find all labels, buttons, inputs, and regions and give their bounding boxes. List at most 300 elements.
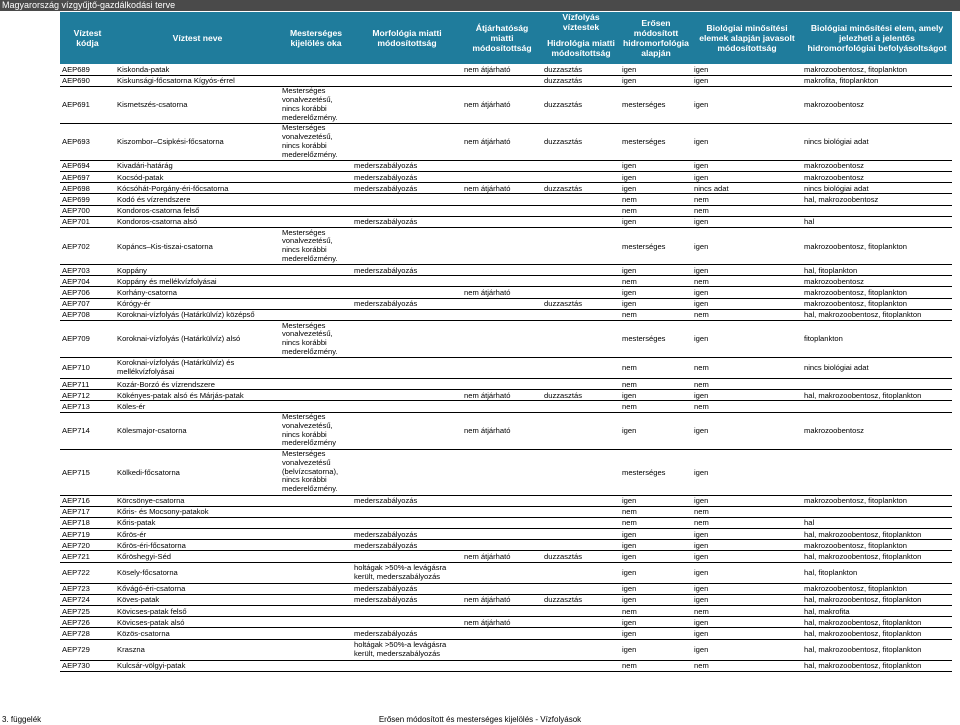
table-cell: igen [620, 529, 692, 540]
table-cell: AEP719 [60, 529, 115, 540]
table-cell [352, 194, 462, 205]
table-row [60, 228, 952, 265]
table-cell [352, 390, 462, 401]
table-cell [542, 517, 620, 528]
table-cell [542, 606, 620, 617]
table-cell: igen [692, 320, 802, 357]
table-cell: mesterséges [620, 123, 692, 160]
table-cell [280, 594, 352, 605]
table-cell: igen [620, 594, 692, 605]
table-cell: AEP726 [60, 617, 115, 628]
table-cell [352, 123, 462, 160]
table-cell: igen [692, 639, 802, 660]
table-cell: duzzasztás [542, 390, 620, 401]
table-row [60, 517, 952, 528]
table-cell: AEP724 [60, 594, 115, 605]
table-cell [462, 660, 542, 671]
column-header: Víztest kódja [60, 12, 115, 64]
table-cell [280, 287, 352, 298]
table-cell: duzzasztás [542, 298, 620, 309]
table-cell: AEP715 [60, 449, 115, 495]
table-cell [352, 378, 462, 389]
table-cell: Mesterséges vonalvezetésű, nincs korábbi mederelőzmény. [280, 228, 352, 265]
table-cell: makrozoobentosz, fitoplankton [802, 287, 952, 298]
table-cell: AEP723 [60, 583, 115, 594]
table-cell [542, 276, 620, 287]
table-cell: AEP730 [60, 660, 115, 671]
table-cell: nem [620, 194, 692, 205]
table-cell [462, 216, 542, 227]
table-cell: Kócsóhát-Porgány-éri-főcsatorna [115, 183, 280, 194]
table-cell: Mesterséges vonalvezetésű, nincs korábbi mederelőzmény. [280, 320, 352, 357]
table-cell [280, 551, 352, 562]
table-cell [542, 628, 620, 639]
table-cell: Körcsönye-csatorna [115, 495, 280, 506]
table-cell: mesterséges [620, 449, 692, 495]
table-cell: AEP714 [60, 412, 115, 449]
table-row [60, 75, 952, 86]
table-cell: mederszabályozás [352, 540, 462, 551]
table-cell: duzzasztás [542, 551, 620, 562]
table-cell: nincs biológiai adat [802, 183, 952, 194]
table-cell: hal, fitoplankton [802, 562, 952, 583]
table-cell: Koroknai-vízfolyás (Határkülvíz) és mellékvízfolyásai [115, 357, 280, 378]
table-cell: Köles-ér [115, 401, 280, 412]
table-cell: Mesterséges vonalvezetésű, nincs korábbi mederelőzmény. [280, 86, 352, 123]
table-cell [280, 216, 352, 227]
table-cell: igen [692, 540, 802, 551]
table-row [60, 265, 952, 276]
table-row [60, 216, 952, 227]
table-cell: AEP710 [60, 357, 115, 378]
table-cell: igen [692, 562, 802, 583]
table-cell: AEP706 [60, 287, 115, 298]
table-cell: mesterséges [620, 228, 692, 265]
table-cell: AEP728 [60, 628, 115, 639]
table-cell [802, 205, 952, 216]
table-cell: mederszabályozás [352, 172, 462, 183]
table-cell [462, 205, 542, 216]
table-cell: nem átjárható [462, 412, 542, 449]
table-cell: nem [692, 517, 802, 528]
table-cell: Kiszombor–Csipkési-főcsatorna [115, 123, 280, 160]
table-cell: hal, makrozoobentosz, fitoplankton [802, 309, 952, 320]
table-row [60, 617, 952, 628]
table-cell: igen [692, 228, 802, 265]
footer-left: 3. függelék [2, 715, 42, 724]
table-cell: nem [620, 378, 692, 389]
table-cell: hal [802, 517, 952, 528]
column-header: Biológiai minősítési elemek alapján javasolt módosítottság [692, 12, 802, 64]
table-cell: makrozoobentosz [802, 160, 952, 171]
table-cell: hal, makrozoobentosz, fitoplankton [802, 628, 952, 639]
table-cell: igen [692, 628, 802, 639]
table-cell: Kőrös-éri-főcsatorna [115, 540, 280, 551]
table-cell [542, 412, 620, 449]
table-row [60, 401, 952, 412]
table-cell: makrozoobentosz, fitoplankton [802, 64, 952, 75]
table-cell [352, 320, 462, 357]
table-cell: fitoplankton [802, 320, 952, 357]
table-body [60, 64, 952, 671]
table-cell: igen [620, 628, 692, 639]
table-cell: mesterséges [620, 320, 692, 357]
table-cell [280, 160, 352, 171]
table-cell: AEP697 [60, 172, 115, 183]
table-cell: AEP712 [60, 390, 115, 401]
table-cell: AEP700 [60, 205, 115, 216]
table-cell: mederszabályozás [352, 583, 462, 594]
table-cell: nincs biológiai adat [802, 123, 952, 160]
table-cell [462, 160, 542, 171]
table-cell [462, 378, 542, 389]
table-cell: AEP725 [60, 606, 115, 617]
table-cell: igen [620, 160, 692, 171]
table-cell: igen [692, 75, 802, 86]
table-cell: makrozoobentosz, fitoplankton [802, 298, 952, 309]
table-cell: AEP703 [60, 265, 115, 276]
table-cell: AEP708 [60, 309, 115, 320]
table-cell: AEP707 [60, 298, 115, 309]
table-cell [542, 639, 620, 660]
table-cell: mesterséges [620, 86, 692, 123]
table-cell [462, 401, 542, 412]
table-cell: duzzasztás [542, 123, 620, 160]
table-cell: mederszabályozás [352, 265, 462, 276]
table-cell: AEP699 [60, 194, 115, 205]
table-cell: duzzasztás [542, 64, 620, 75]
table-cell: hal [802, 216, 952, 227]
table-cell: Kiskunsági-főcsatorna Kígyós-érrel [115, 75, 280, 86]
table-cell: Kiskonda-patak [115, 64, 280, 75]
table-cell: AEP711 [60, 378, 115, 389]
table-row [60, 320, 952, 357]
table-cell: Kraszna [115, 639, 280, 660]
table-cell: Kövicses-patak felső [115, 606, 280, 617]
table-cell [352, 228, 462, 265]
table-cell: igen [620, 551, 692, 562]
table-row [60, 86, 952, 123]
table-cell: nem [620, 309, 692, 320]
table-cell [542, 495, 620, 506]
table-cell: Kocsód-patak [115, 172, 280, 183]
table-cell [542, 583, 620, 594]
table-cell: igen [620, 562, 692, 583]
table-cell: nem [692, 606, 802, 617]
table-cell [280, 606, 352, 617]
table-cell [462, 75, 542, 86]
column-header: Erősen módosított hidromorfológia alapján [620, 12, 692, 64]
table-row [60, 378, 952, 389]
table-cell: mederszabályozás [352, 298, 462, 309]
table-cell: Kórógy-ér [115, 298, 280, 309]
table-cell: nem [620, 205, 692, 216]
table-cell: nincs adat [692, 183, 802, 194]
table-cell [352, 551, 462, 562]
table-cell: Kozár-Borzó és vízrendszere [115, 378, 280, 389]
table-row [60, 183, 952, 194]
table-cell: nem átjárható [462, 64, 542, 75]
table-cell [462, 194, 542, 205]
table-cell: duzzasztás [542, 75, 620, 86]
table-cell [352, 357, 462, 378]
table-cell [280, 205, 352, 216]
table-cell: igen [692, 216, 802, 227]
table-cell [280, 495, 352, 506]
table-cell: igen [620, 617, 692, 628]
document-title: Magyarország vízgyűjtő-gazdálkodási terve [2, 0, 176, 10]
table-cell: AEP693 [60, 123, 115, 160]
table-cell: makrozoobentosz [802, 276, 952, 287]
table-row [60, 449, 952, 495]
table-cell: duzzasztás [542, 183, 620, 194]
table-cell: nem [692, 378, 802, 389]
table-cell: mederszabályozás [352, 594, 462, 605]
table-cell [542, 160, 620, 171]
table-row [60, 205, 952, 216]
table-cell [352, 606, 462, 617]
table-cell [352, 412, 462, 449]
table-cell: makrozoobentosz [802, 172, 952, 183]
table-cell: AEP729 [60, 639, 115, 660]
table-cell [462, 628, 542, 639]
table-cell: AEP690 [60, 75, 115, 86]
table-cell [542, 287, 620, 298]
table-cell: nem [692, 309, 802, 320]
table-cell: igen [692, 86, 802, 123]
table-cell: duzzasztás [542, 594, 620, 605]
table-cell: hal, makrozoobentosz, fitoplankton [802, 390, 952, 401]
table-cell [352, 401, 462, 412]
table-cell: hal, makrofita [802, 606, 952, 617]
table-cell [802, 378, 952, 389]
table-row [60, 506, 952, 517]
table-cell [352, 506, 462, 517]
table-cell: nem [620, 276, 692, 287]
table-row [60, 64, 952, 75]
table-cell [802, 506, 952, 517]
table-cell [542, 265, 620, 276]
table-cell [542, 228, 620, 265]
table-cell: Mesterséges vonalvezetésű, nincs korábbi mederelőzmény. [280, 123, 352, 160]
table-row [60, 583, 952, 594]
table-cell: igen [692, 298, 802, 309]
table-cell: nem [620, 660, 692, 671]
table-cell: Koroknai-vízfolyás (Határkülvíz) középső [115, 309, 280, 320]
table-cell [542, 172, 620, 183]
table-cell: Kőris-patak [115, 517, 280, 528]
table-cell: igen [620, 583, 692, 594]
table-cell [280, 194, 352, 205]
table-cell: Kopáncs–Kis-tiszai-csatorna [115, 228, 280, 265]
table-cell: igen [620, 412, 692, 449]
table-cell: AEP720 [60, 540, 115, 551]
table-cell [542, 194, 620, 205]
table-row [60, 390, 952, 401]
group-header: Vízfolyás víztestek [542, 12, 620, 32]
table-cell [352, 64, 462, 75]
table-cell: igen [692, 551, 802, 562]
table-row [60, 540, 952, 551]
table-cell [462, 562, 542, 583]
table-cell: igen [620, 390, 692, 401]
table-cell [462, 228, 542, 265]
table-cell [462, 495, 542, 506]
table-cell: hal, makrozoobentosz, fitoplankton [802, 639, 952, 660]
table-cell [280, 265, 352, 276]
table-cell [462, 540, 542, 551]
table-cell: Köves-patak [115, 594, 280, 605]
table-cell: Mesterséges vonalvezetésű, nincs korábbi mederelőzmény [280, 412, 352, 449]
table-cell: AEP721 [60, 551, 115, 562]
table-cell: Koppány [115, 265, 280, 276]
table-cell: Koroknai-vízfolyás (Határkülvíz) alsó [115, 320, 280, 357]
page-footer [0, 714, 960, 725]
table-cell [542, 401, 620, 412]
table-row [60, 412, 952, 449]
table-cell: Kodó és vízrendszere [115, 194, 280, 205]
table-cell: Kőrös-ér [115, 529, 280, 540]
table-cell [462, 265, 542, 276]
table-cell: Koppány és mellékvízfolyásai [115, 276, 280, 287]
table-row [60, 660, 952, 671]
table-cell: makrozoobentosz [802, 412, 952, 449]
table-cell: nem [692, 276, 802, 287]
table-row [60, 594, 952, 605]
table-cell [462, 506, 542, 517]
table-row [60, 123, 952, 160]
table-cell: Kőris- és Mocsony-patakok [115, 506, 280, 517]
table-cell: nem átjárható [462, 183, 542, 194]
table-cell: AEP713 [60, 401, 115, 412]
table-row [60, 529, 952, 540]
table-cell: nem átjárható [462, 123, 542, 160]
table-cell: nem [692, 401, 802, 412]
table-cell: hal, makrozoobentosz, fitoplankton [802, 660, 952, 671]
table-cell [280, 562, 352, 583]
table-cell: Kulcsár-völgyi-patak [115, 660, 280, 671]
table-cell: nem [620, 506, 692, 517]
table-cell: mederszabályozás [352, 216, 462, 227]
table-cell: igen [620, 287, 692, 298]
table-cell: AEP716 [60, 495, 115, 506]
table-cell: AEP709 [60, 320, 115, 357]
table-cell: hal, makrozoobentosz, fitoplankton [802, 529, 952, 540]
table-cell [280, 309, 352, 320]
table-cell: nem [692, 357, 802, 378]
table-cell: mederszabályozás [352, 529, 462, 540]
table-cell [462, 449, 542, 495]
table-cell: nem átjárható [462, 617, 542, 628]
table-cell: holtágak >50%-a levágásra került, mederszabályozás [352, 562, 462, 583]
column-header: Biológiai minősítési elem, amely jelezheti a jelentős hidromorfológiai befolyásoltságot [802, 12, 952, 64]
table-cell [542, 357, 620, 378]
table-cell [280, 540, 352, 551]
table-row [60, 551, 952, 562]
table-cell: igen [692, 583, 802, 594]
water-body-table [60, 12, 952, 672]
table-cell: mederszabályozás [352, 183, 462, 194]
table-cell [352, 617, 462, 628]
table-cell [462, 529, 542, 540]
table-row [60, 298, 952, 309]
table-cell: Kőröshegyi-Séd [115, 551, 280, 562]
table-cell: igen [620, 265, 692, 276]
table-cell: duzzasztás [542, 86, 620, 123]
table-cell: hal, makrozoobentosz, fitoplankton [802, 551, 952, 562]
table-cell [280, 660, 352, 671]
table-cell: nem [620, 357, 692, 378]
table-cell: igen [692, 172, 802, 183]
table-cell [462, 172, 542, 183]
table-cell: igen [692, 123, 802, 160]
table-cell: Kölkedi-főcsatorna [115, 449, 280, 495]
table-cell: nem [620, 401, 692, 412]
footer-center: Erősen módosított és mesterséges kijelölés - Vízfolyások [378, 715, 582, 724]
column-header: Hidrológia miatti módosítottság [542, 32, 620, 64]
table-cell [280, 401, 352, 412]
table-cell: AEP722 [60, 562, 115, 583]
table-cell [542, 562, 620, 583]
table-cell [462, 298, 542, 309]
table-cell [280, 517, 352, 528]
table-cell: Kösely-főcsatorna [115, 562, 280, 583]
table-cell [542, 449, 620, 495]
table-cell: Kővágó-éri-csatorna [115, 583, 280, 594]
table-cell: igen [692, 64, 802, 75]
table-cell [352, 309, 462, 320]
table-cell: hal, makrozoobentosz, fitoplankton [802, 594, 952, 605]
column-header: Víztest neve [115, 12, 280, 64]
table-cell: Kövicses-patak alsó [115, 617, 280, 628]
table-cell: nem átjárható [462, 287, 542, 298]
table-cell [280, 617, 352, 628]
table-cell [352, 75, 462, 86]
table-cell [542, 216, 620, 227]
table-cell: makrozoobentosz, fitoplankton [802, 583, 952, 594]
table-cell: Mesterséges vonalvezetésű (belvízcsatorna), nincs korábbi mederelőzmény. [280, 449, 352, 495]
table-cell: AEP717 [60, 506, 115, 517]
column-header: Morfológia miatti módosítottság [352, 12, 462, 64]
table-cell [352, 287, 462, 298]
table-cell [352, 276, 462, 287]
table-cell: nem [692, 660, 802, 671]
table-cell [542, 506, 620, 517]
table-cell: igen [692, 160, 802, 171]
table-cell: nem [620, 517, 692, 528]
table-cell: AEP718 [60, 517, 115, 528]
table-cell: AEP704 [60, 276, 115, 287]
table-row [60, 194, 952, 205]
table-cell: AEP701 [60, 216, 115, 227]
table-cell [280, 628, 352, 639]
table-cell [462, 276, 542, 287]
table-cell: holtágak >50%-a levágásra került, mederszabályozás [352, 639, 462, 660]
column-header: Átjárhatóság miatti módosítottság [462, 12, 542, 64]
table-cell: makrozoobentosz, fitoplankton [802, 228, 952, 265]
table-cell: igen [620, 298, 692, 309]
table-cell: Kondoros-csatorna alsó [115, 216, 280, 227]
table-row [60, 562, 952, 583]
table-cell: Kismetszés-csatorna [115, 86, 280, 123]
table-cell [352, 517, 462, 528]
table-cell [542, 529, 620, 540]
table-cell: igen [620, 495, 692, 506]
column-header: Mesterséges kijelölés oka [280, 12, 352, 64]
table-row [60, 276, 952, 287]
table-cell: nem átjárható [462, 594, 542, 605]
table-cell: makrozoobentosz [802, 86, 952, 123]
